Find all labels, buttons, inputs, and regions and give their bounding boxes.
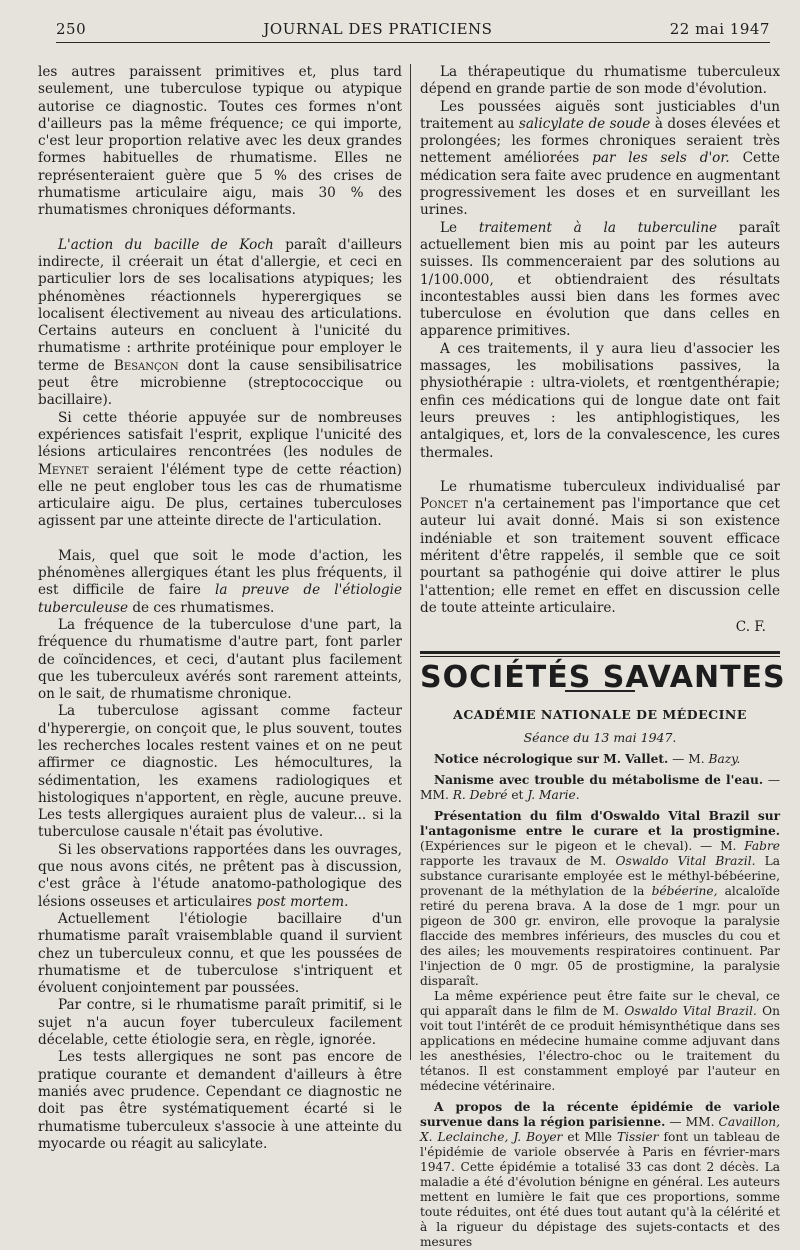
paragraph: Par contre, si le rhumatisme paraît primitif, si le sujet n'a aucun foyer tuberculeux facilement décelable, cette étiologie sera, en règle, ignorée.: [38, 997, 402, 1049]
proceedings-item: [420, 773, 780, 803]
author-name: Besançon: [113, 357, 179, 374]
text: On voit tout l'intérêt de ce produit hémisynthétique dans ses applications en médecine humaine comme adjuvant dans les anesthésies, l'électro-choc ou le traitement du tétanos. Il est constamment employé par l'auteur en médecine vétérinaire.: [420, 1004, 780, 1094]
paragraph: La fréquence de la tuberculose d'une part, la fréquence du rhumatisme d'autre part, font parler de coïncidences, et ceci, d'autant plus facilement que les tuberculeux avérés sont rarement atteints, on le sait, de rhumatisme chronique.: [38, 616, 402, 703]
text: paraît d'ailleurs indirecte, il créerait un état d'allergie, et ceci en particulier lors de ses localisations atypiques; les phénomènes réactionnels hyperergiques se localisent électivement au niveau des articulations. Certains auteurs en concluent à l'unicité du rhumatisme : arthrite protéinique pour employer le terme de: [38, 236, 402, 374]
emphasis: L'action du bacille de Koch: [58, 236, 274, 253]
section-title: SOCIÉTÉS SAVANTES: [420, 659, 786, 695]
emphasis: salicylate de soude: [518, 115, 651, 132]
author: Cavaillon, X. Leclainche, J. Boyer: [420, 1115, 780, 1145]
paragraph: [420, 220, 780, 341]
proceedings-item: [420, 1100, 780, 1250]
issue-date: 22 mai 1947: [669, 20, 770, 38]
article-signature: C. F.: [735, 619, 766, 636]
item-title: A propos de la récente épidémie de variole survenue dans la région parisienne.: [420, 1100, 780, 1130]
paragraph: [38, 410, 402, 531]
academy-heading: ACADÉMIE NATIONALE DE MÉDECINE: [453, 706, 747, 722]
author-name: Meynet: [38, 461, 89, 478]
right-column: [420, 64, 786, 1250]
author: Tissier: [617, 1130, 659, 1145]
text: Le: [440, 219, 479, 236]
emphasis: traitement à la tuberculine: [478, 219, 718, 236]
text: et Mlle: [562, 1130, 617, 1145]
text: Les poussées aiguës sont justiciables d'un traitement au: [420, 98, 780, 132]
emphasis: bébéerine,: [651, 884, 718, 899]
paragraph: Les tests allergiques ne sont pas encore de pratique courante et demandent d'ailleurs à être maniés avec prudence. Cependant ce diagnostic ne doit pas être systématiquement écarté si le rhumatisme tuberculeux s'associe à une atteinte du myocarde ou réagit au salicylate.: [38, 1049, 402, 1152]
text: Si cette théorie appuyée sur de nombreuses expériences satisfait l'esprit, explique l'unicité des lésions articulaires rencontrées (les nodules de: [38, 409, 402, 461]
text: Si les observations rapportées dans les ouvrages, que nous avons cités, ne prêtent pas à discussion, c'est grâce à l'étude anatomo-pathologique des lésions osseuses et articulaires: [38, 841, 402, 910]
author: J. Marie.: [527, 788, 580, 803]
text: Le rhumatisme tuberculeux individualisé par: [440, 478, 780, 495]
proceedings-item: [420, 752, 780, 767]
text: Mais, quel que soit le mode d'action, les phénomènes allergiques étant les plus fréquents, il est difficile de faire: [38, 547, 402, 599]
item-title: Présentation du film d'Oswaldo Vital Brazil sur l'antagonisme entre le curare et la prostigmine.: [420, 809, 780, 839]
session-date: Séance du 13 mai 1947.: [523, 730, 677, 746]
text: — MM.: [665, 1115, 719, 1130]
text: à doses élevées et prolongées; les formes chroniques seraient très nettement améliorées: [420, 115, 780, 167]
text: seraient l'élément type de cette réaction) elle ne peut englober tous les cas de rhumatisme articulaire aigu. De plus, certaines tuberculoses agissent par une atteinte directe de l'articulation.: [38, 461, 402, 530]
text: (Expériences sur le pigeon et le cheval). — M.: [420, 839, 745, 854]
paragraph: [38, 237, 402, 410]
paragraph: [38, 548, 402, 617]
text: — MM.: [420, 773, 781, 803]
text: Cette médication sera faite avec prudence en augmentant progressivement les doses et en surveillant les urines.: [420, 150, 780, 219]
paragraph: La tuberculose agissant comme facteur d'hyperergie, on conçoit que, le plus souvent, toutes les recherches locales restent vaines et on ne peut affirmer ce diagnostic. Les hémocultures, la sédimentation, les examens radiologiques et histologiques n'apportent, en règle, aucune preuve. Les tests allergiques auraient plus de valeur... si la tuberculose causale n'était pas évolutive.: [38, 703, 402, 841]
text: La même expérience peut être faite sur le cheval, ce qui apparaît dans le film de M.: [420, 989, 780, 1019]
text: La substance curarisante employée est le méthyl-bébéerine, provenant de la méthylation de la: [420, 854, 781, 899]
section-rule-thin: [420, 656, 780, 657]
item-title: Notice nécrologique sur M. Vallet.: [434, 752, 669, 767]
author: Oswaldo Vital Brazil.: [615, 854, 756, 869]
text: alcaloïde retiré du perena brava. A la dose de 1 mgr. pour un pigeon de 300 gr. environ, elle provoque la paralysie flaccide des membres inférieurs, des muscles du cou et des ailes; les mouvements respiratoires continuent. Par l'injection de 0 mgr. 05 de prostigmine, la paralysie disparaît.: [420, 884, 780, 989]
text: de ces rhumatismes.: [128, 599, 275, 616]
emphasis: par les sels d'or.: [592, 150, 730, 167]
paragraph: les autres paraissent primitives et, plus tard seulement, une tuberculose typique ou atypique autorise ce diagnostic. Toutes ces formes n'ont d'ailleurs pas la même fréquence; ce qui importe, c'est leur proportion relative avec les deux grandes formes habituelles de rhumatisme. Elles ne représenteraient guère que 5 % des crises de rhumatisme articulaire aigu, mais 30 % des rhumatismes chroniques déformants.: [38, 64, 402, 219]
paragraph: [420, 99, 780, 220]
author: Fabre: [744, 839, 780, 854]
page-number: 250: [56, 20, 87, 38]
text: — M.: [668, 752, 709, 767]
item-title: Nanisme avec trouble du métabolisme de l'eau.: [434, 773, 764, 788]
emphasis: la preuve de l'étiologie tuberculeuse: [38, 582, 402, 616]
author: R. Debré: [452, 788, 508, 803]
proceedings-item: [420, 809, 780, 1094]
text: rapporte les travaux de M.: [420, 854, 616, 869]
author: Bazy.: [708, 752, 741, 767]
running-header: [56, 16, 770, 43]
journal-title: JOURNAL DES PRATICIENS: [263, 20, 493, 38]
emphasis: post mortem.: [256, 893, 349, 910]
text: n'a certainement pas l'importance que cet auteur lui avait donné. Mais si son existence indéniable et son traitement souvent efficace méritent d'être rappelés, il semble que ce soit pourtant sa pathogénie qui doive attirer le plus l'attention; elle remet en effet en discussion celle de toute atteinte articulaire.: [420, 496, 780, 616]
author-name: Poncet: [420, 496, 468, 513]
column-divider: [410, 64, 411, 1060]
paragraph: La thérapeutique du rhumatisme tuberculeux dépend en grande partie de son mode d'évolution.: [420, 64, 780, 98]
paragraph: Actuellement l'étiologie bacillaire d'un rhumatisme paraît vraisemblable quand il survient chez un tuberculeux connu, et que les poussées de rhumatisme et de tuberculose s'intriquent et évoluent conjointement par poussées.: [38, 910, 402, 997]
left-column: [38, 64, 402, 1152]
author: Oswaldo Vital Brazil.: [624, 1004, 757, 1019]
text: dont la cause sensibilisatrice peut être microbienne (streptococcique ou bacillaire).: [38, 357, 402, 409]
paragraph: [38, 842, 402, 911]
text: et: [507, 788, 528, 803]
section-rule: [420, 651, 780, 654]
paragraph: [420, 479, 780, 617]
text: font un tableau de l'épidémie de variole observée à Paris en février-mars 1947. Cette épidémie a totalisé 33 cas dont 2 décès. La maladie a été d'évolution bénigne en général. Les auteurs mettent en lumière le fait que ces proportions, somme toute réduites, ont été dues tout autant qu'à la célérité et à la rigueur du dépistage des sujets-contacts et des mesures: [420, 1130, 780, 1250]
paragraph: A ces traitements, il y aura lieu d'associer les massages, les mobilisations passives, la physiothérapie : ultra-violets, et rœntgenthérapie; enfin ces médications qui de longue date ont fait leurs preuves : les antiphlogistiques, les antalgiques, et, lors de la convalescence, les cures thermales.: [420, 340, 780, 461]
text: paraît actuellement bien mis au point par les auteurs suisses. Ils commenceraient par des solutions au 1/100.000, et obtiendraient des résultats incontestables aussi bien dans les formes avec tuberculose en évolution que dans celles en apparence primitives.: [420, 219, 780, 340]
